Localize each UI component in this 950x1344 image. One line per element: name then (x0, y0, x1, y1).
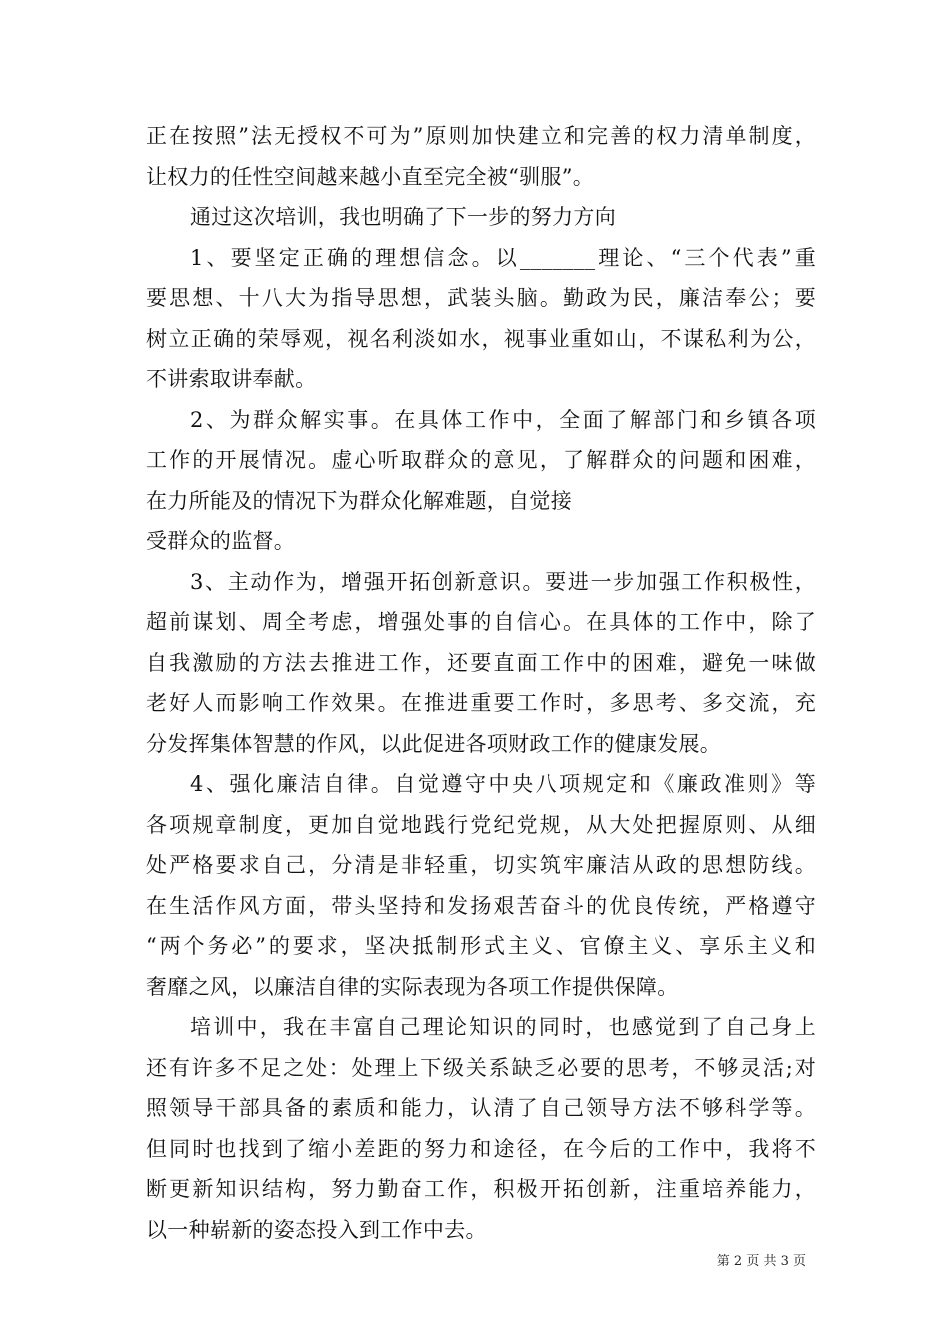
page-number: 第 2 页 共 3 页 (716, 1254, 806, 1269)
text-line: 以一种崭新的姿态投入到工作中去。 (146, 1217, 487, 1242)
text-line: 但同时也找到了缩小差距的努力和途径，在今后的工作中，我将不 (146, 1136, 816, 1161)
text-line: 1、要坚定正确的理想信念。以_______理论、“三个代表”重 (190, 245, 816, 270)
document-body (146, 116, 816, 1250)
text-line: “两个务必”的要求，坚决抵制形式主义、官僚主义、享乐主义和 (146, 934, 816, 958)
text-line: 老好人而影响工作效果。在推进重要工作时，多思考、多交流，充 (146, 691, 816, 715)
text-line: 超前谋划、周全考虑，增强处事的自信心。在具体的工作中，除了 (146, 610, 816, 634)
text-line: 培训中，我在丰富自己理论知识的同时，也感觉到了自己身上 (190, 1015, 816, 1039)
text-line: 照领导干部具备的素质和能力，认清了自己领导方法不够科学等。 (146, 1096, 816, 1120)
text-line: 奢靡之风，以廉洁自律的实际表现为各项工作提供保障。 (146, 974, 679, 999)
text-line: 树立正确的荣辱观，视名利淡如水，视事业重如山，不谋私利为公， (146, 326, 816, 351)
text-line: 分发挥集体智慧的作风，以此促进各项财政工作的健康发展。 (146, 731, 722, 756)
text-line: 还有许多不足之处：处理上下级关系缺乏必要的思考，不够灵活;对 (146, 1055, 816, 1080)
text-line: 要思想、十八大为指导思想，武装头脑。勤政为民，廉洁奉公；要 (146, 286, 816, 310)
text-line: 不讲索取讲奉献。 (146, 367, 317, 391)
text-line: 2、为群众解实事。在具体工作中，全面了解部门和乡镇各项 (190, 407, 816, 432)
text-line: 让权力的任性空间越来越小直至完全被“驯服”。 (146, 164, 595, 189)
text-line: 工作的开展情况。虚心听取群众的意见，了解群众的问题和困难， (146, 448, 816, 472)
text-line: 自我激励的方法去推进工作，还要直面工作中的困难，避免一味做 (146, 650, 816, 675)
text-line: 正在按照”法无授权不可为”原则加快建立和完善的权力清单制度， (146, 124, 816, 148)
text-line: 各项规章制度，更加自觉地践行党纪党规，从大处把握原则、从细 (146, 812, 816, 837)
text-line: 3、主动作为，增强开拓创新意识。要进一步加强工作积极性， (190, 569, 816, 594)
text-line: 受群众的监督。 (146, 529, 296, 553)
text-line: 断更新知识结构，努力勤奋工作，积极开拓创新，注重培养能力， (146, 1177, 816, 1201)
text-line: 通过这次培训，我也明确了下一步的努力方向 (190, 205, 616, 229)
text-line: 在力所能及的情况下为群众化解难题，自觉接 (146, 488, 572, 513)
text-line: 在生活作风方面，带头坚持和发扬艰苦奋斗的优良传统，严格遵守 (146, 893, 816, 918)
text-line: 4、强化廉洁自律。自觉遵守中央八项规定和《廉政准则》等 (190, 772, 816, 796)
text-line: 处严格要求自己，分清是非轻重，切实筑牢廉洁从政的思想防线。 (146, 853, 816, 877)
